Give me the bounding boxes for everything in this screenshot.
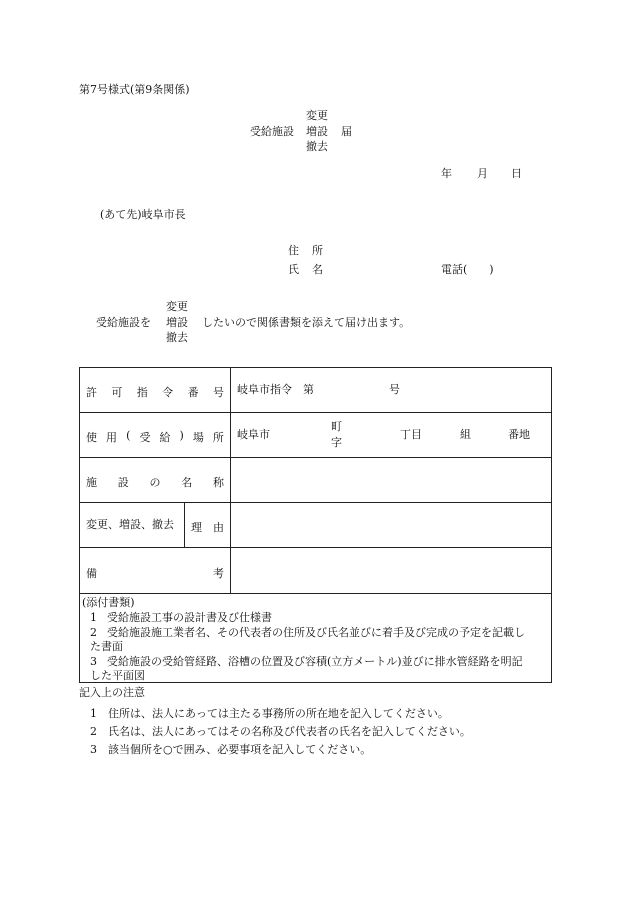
title-option-change: 変更: [306, 109, 328, 122]
title-suffix: 届: [341, 125, 352, 138]
facility-name-label: 施 設 の 名 称: [86, 476, 224, 489]
date-month: 月: [477, 167, 488, 180]
note-3-text: 該当個所を○で囲み、必要事項を記入してください。: [108, 743, 372, 756]
phone-label: 電話( ): [441, 263, 494, 276]
date-day: 日: [511, 167, 522, 180]
permit-number-suffix: 号: [389, 383, 400, 396]
statement-prefix: 受給施設を: [96, 316, 151, 329]
row-divider: [80, 547, 551, 548]
row-divider: [80, 457, 551, 458]
column-divider: [230, 368, 231, 593]
statement-suffix: したいので関係書類を添えて届け出ます。: [202, 316, 411, 329]
attachment-3-text: 受給施設の受給管経路、浴槽の位置及び容積(立方メートル)並びに排水管経路を明記: [107, 655, 523, 668]
note-3-num: 3: [90, 743, 97, 756]
location-town: 町: [331, 420, 342, 433]
application-table: [79, 367, 552, 683]
row-divider: [80, 502, 551, 503]
location-banchi: 番地: [508, 428, 530, 441]
address-label-1: 住: [288, 244, 299, 257]
form-number: 第7号様式(第9条関係): [79, 83, 190, 96]
row-divider: [80, 412, 551, 413]
notes-heading: 記入上の注意: [79, 686, 145, 699]
row-divider: [80, 593, 551, 594]
statement-option-change: 変更: [166, 300, 188, 313]
note-2-text: 氏名は、法人にあってはその名称及び代表者の氏名を記入してください。: [108, 725, 471, 738]
title-option-remove: 撤去: [306, 140, 328, 153]
attachment-3-text-cont: した平面図: [90, 669, 145, 682]
reason-divider: [184, 502, 185, 547]
attachment-3-num: 3: [90, 655, 97, 668]
title-prefix: 受給施設: [250, 125, 294, 138]
attachments-heading: (添付書類): [82, 596, 135, 609]
note-2-num: 2: [90, 725, 97, 738]
attachment-1-num: 1: [90, 611, 97, 624]
location-city: 岐阜市: [237, 428, 270, 441]
note-1-text: 住所は、法人にあっては主たる事務所の所在地を記入してください。: [108, 707, 449, 720]
remarks-label: 備 考: [86, 567, 224, 580]
statement-option-expand: 増設: [166, 316, 188, 329]
attachment-2-text-cont: た書面: [90, 640, 123, 653]
permit-number-prefix: 岐阜市指令 第: [237, 383, 314, 396]
attachment-2-num: 2: [90, 626, 97, 639]
location-label: 使 用 ( 受 給 ) 場 所: [86, 429, 224, 444]
date-year: 年: [441, 167, 452, 180]
title-option-expand: 増設: [306, 125, 328, 138]
attachment-2-text: 受給施設施工業者名、その代表者の住所及び氏名並びに着手及び完成の予定を記載し: [107, 626, 525, 639]
name-label-1: 氏: [288, 263, 299, 276]
addressee: (あて先)岐阜市長: [100, 208, 186, 221]
statement-option-remove: 撤去: [166, 331, 188, 344]
location-kumi: 組: [460, 428, 471, 441]
name-label-2: 名: [312, 263, 323, 276]
reason-type-label: 変更、増設、撤去: [86, 518, 174, 531]
permit-number-label: 許 可 指 令 番 号: [86, 386, 224, 399]
reason-label: 理 由: [191, 521, 224, 534]
location-aza: 字: [331, 436, 342, 449]
attachment-1-text: 受給施設工事の設計書及び仕様書: [107, 611, 272, 624]
address-label-2: 所: [312, 244, 323, 257]
location-chome: 丁目: [400, 428, 422, 441]
note-1-num: 1: [90, 707, 97, 720]
